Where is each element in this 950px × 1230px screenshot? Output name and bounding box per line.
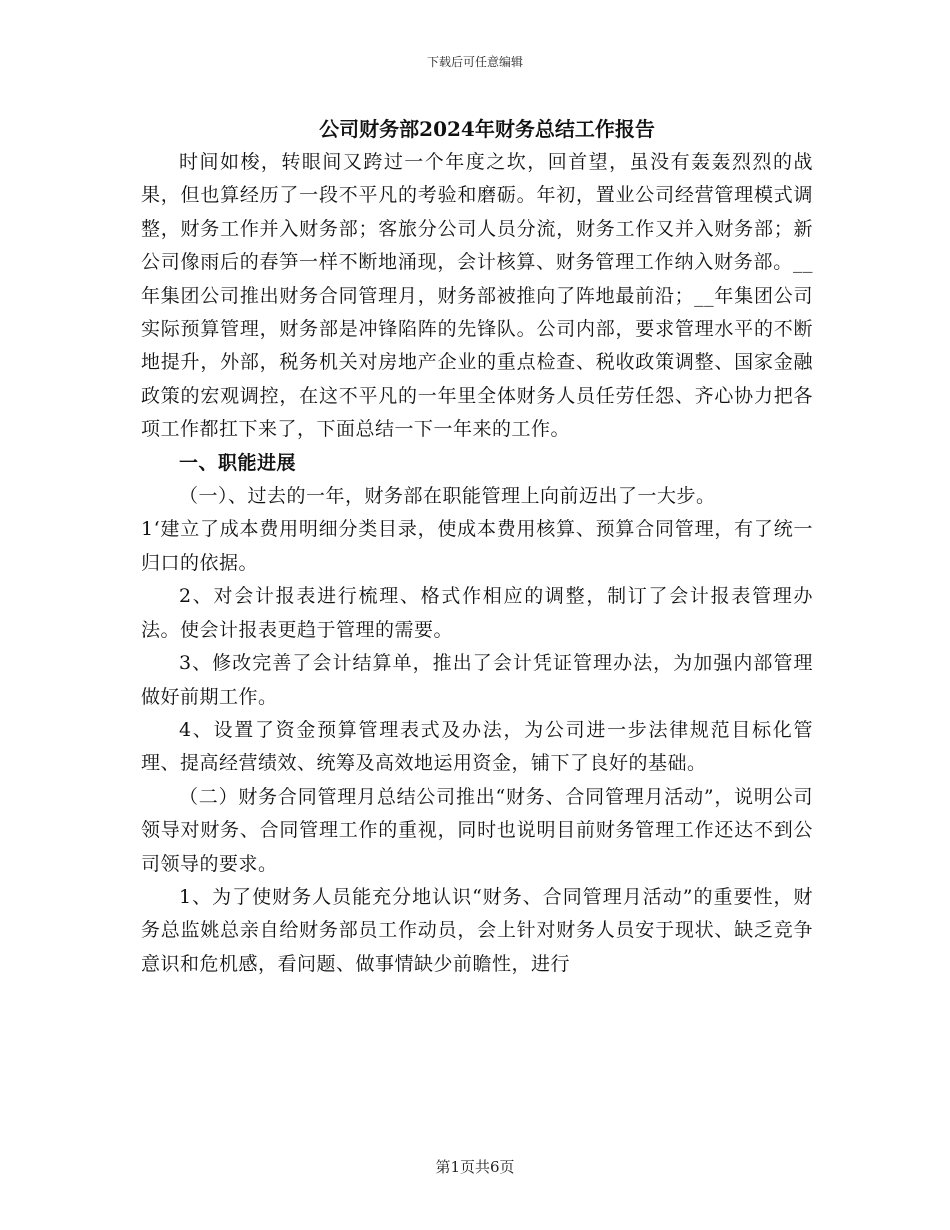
paragraph-subsection-2: （二）财务合同管理月总结公司推出“财务、合同管理月活动”，说明公司领导对财务、合同管理工作的重视，同时也说明目前财务管理工作还达不到公司领导的要求。	[141, 785, 813, 875]
section-heading-1: 一、职能进展	[179, 451, 297, 474]
paragraph-item-2: 2、对会计报表进行梳理、格式作相应的调整，制订了会计报表管理办法。使会计报表更趋于管理的需要。	[141, 585, 813, 641]
page-footer: 第1页共6页	[435, 1158, 515, 1176]
page-header: 下载后可任意编辑	[426, 55, 523, 69]
paragraph-item-4: 4、设置了资金预算管理表式及办法，为公司进一步法律规范目标化管理、提高经营绩效、统筹及高效地运用资金，铺下了良好的基础。	[141, 718, 813, 775]
paragraph-item-1: 1‘建立了成本费用明细分类目录，使成本费用核算、预算合同管理，有了统一归口的依据。	[141, 518, 813, 574]
paragraph-intro: 时间如梭，转眼间又跨过一个年度之坎，回首望，虽没有轰轰烈烈的战果，但也算经历了一段不平凡的考验和磨砺。年初，置业公司经营管理模式调整，财务工作并入财务部；客旅分公司人员分流，财务工作又并入财务部；新公司像雨后的春笋一样不断地涌现，会计核算、财务管理工作纳入财务部。__年集团公司推出财务合同管理月，财务部被推向了阵地最前沿；__年集团公司实际预算管理，财务部是冲锋陷阵的先锋队。公司内部，要求管理水平的不断地提升，外部，税务机关对房地产企业的重点检查、税收政策调整、国家金融政策的宏观调控，在这不平凡的一年里全体财务人员任劳任怨、齐心协力把各项工作都扛下来了，下面总结一下一年来的工作。	[141, 151, 813, 441]
paragraph-item-5: 1、为了使财务人员能充分地认识“财务、合同管理月活动”的重要性，财务总监姚总亲自给财务部员工作动员，会上针对财务人员安于现状、缺乏竞争意识和危机感，看问题、做事情缺少前瞻性，进行	[141, 885, 813, 975]
paragraph-subsection-1: （一）、过去的一年，财务部在职能管理上向前迈出了一大步。	[179, 485, 716, 508]
paragraph-item-3: 3、修改完善了会计结算单，推出了会计凭证管理办法，为加强内部管理做好前期工作。	[141, 652, 813, 708]
document-body	[141, 112, 813, 981]
document-title: 公司财务部2024年财务总结工作报告	[319, 117, 655, 141]
